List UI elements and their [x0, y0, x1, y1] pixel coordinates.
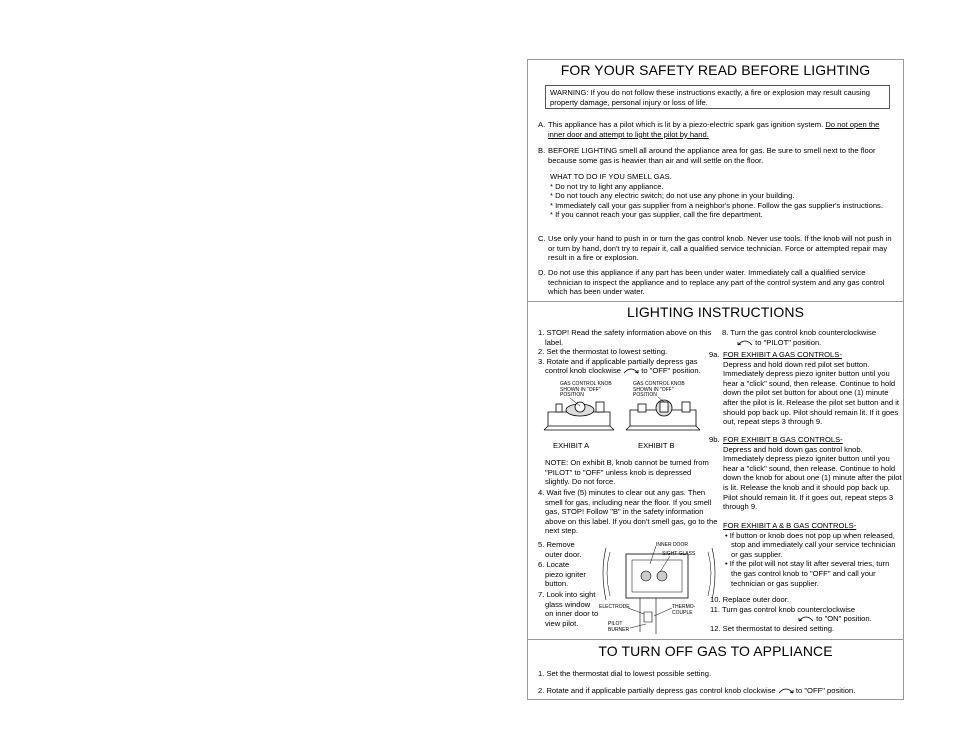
step-9a: 9a. FOR EXHIBIT A GAS CONTROLS- Depress and hold down red pilot set button. Immediately depress piezo igniter button until you hear a "click" sound, then release. Continue to hold down the pilot set button for about one (1) minute after the pilot is lit. Release the pilot set button and it should pop back up. Pilot should remain lit. If it goes out, repeat steps 3 through 9. — [709, 350, 900, 427]
item-b: B. BEFORE LIGHTING smell all around the appliance area for gas. Be sure to smell next to the floor because some gas is heavier than air and will settle on the floor. — [538, 146, 876, 165]
clockwise-arrow-icon — [778, 687, 794, 694]
step-1: 1. STOP! Read the safety information above on this label. — [538, 328, 712, 347]
diag-thermocouple: THERMO-COUPLE — [672, 604, 696, 616]
smell-item: * If you cannot reach your gas supplier, call the fire department. — [550, 210, 763, 220]
exhibit-a-gas-control-icon — [540, 396, 620, 438]
safety-label — [527, 59, 904, 700]
step-10: 10. Replace outer door. — [710, 595, 789, 604]
ab-bullet: • If button or knob does not pop up when released, stop and immediately call your service technician or gas supplier. — [725, 530, 896, 559]
item-c: C. Use only your hand to push in or turn the gas control knob. Never use tools. If the knob will not push in or turn by hand, don't try to repair it, call a qualified service technician. Force or attempted repair may result in a fire or explosion. — [538, 234, 892, 263]
ab-bullet: • If the pilot will not stay lit after several tries, turn the gas control knob to "OFF" and call your technician or gas supplier. — [725, 559, 890, 588]
step-9b: 9b. FOR EXHIBIT B GAS CONTROLS- Depress and hold down gas control knob. Immediately depress piezo igniter button until you hear a "click" sound, then release. Continue to hold down the knob for about one (1) minute after the pilot is lit. Release the knob and it should pop back up. Pilot should remain lit. If it goes out, repeat steps 3 through 9. — [709, 435, 902, 512]
lighting-heading: LIGHTING INSTRUCTIONS — [626, 304, 805, 320]
knob-label-a: GAS CONTROL KNOB SHOWN IN "OFF" POSITION — [560, 381, 612, 398]
steps-1-3 — [538, 328, 718, 376]
smell-item: * Do not try to light any appliance. — [550, 181, 664, 191]
step-11: 11. Turn gas control knob counterclockwise — [710, 604, 856, 614]
diag-electrode: ELECTRODE — [599, 604, 630, 610]
knob-label-b: GAS CONTROL KNOB SHOWN IN "OFF" POSITION — [633, 381, 685, 398]
counterclockwise-arrow-icon — [737, 339, 753, 346]
smell-gas-block — [550, 172, 895, 220]
turnoff-heading: TO TURN OFF GAS TO APPLIANCE — [598, 643, 833, 659]
exhibit-b-gas-control-icon — [624, 396, 704, 438]
diag-pilot-burner: PILOT BURNER — [608, 621, 630, 633]
step-8: 8. Turn the gas control knob counterclockwise to "PILOT" position. — [722, 328, 877, 347]
warning-box: WARNING: If you do not follow these instructions exactly, a fire or explosion may result causing property damage, personal injury or loss of life. — [545, 85, 890, 109]
diag-inner-door: INNER DOOR — [656, 542, 688, 548]
smell-item: * Do not touch any electric switch; do not use any phone in your building. — [550, 191, 795, 201]
exhibit-a-label: EXHIBIT A — [553, 441, 590, 450]
smell-gas-title: WHAT TO DO IF YOU SMELL GAS. — [550, 172, 672, 181]
smell-item: * Immediately call your gas supplier from a neighbor's phone. Follow the gas supplier's instructions. — [550, 200, 883, 210]
step-3: 3. Rotate and if applicable partially depress gas control knob clockwise to "OFF" position. — [538, 356, 701, 376]
item-a-underlined: Do not open the inner door and attempt to light the pilot by hand. — [548, 120, 880, 139]
step-4: 4. Wait five (5) minutes to clear out any gas. Then smell for gas, including near the floor. If you smell gas, STOP! Follow "B" in the safety information above on this label. If you don't smell gas, go to the next step. — [538, 488, 718, 536]
step-5: 5. Remove outer door. — [538, 540, 582, 559]
step-2: 2. Set the thermostat to lowest setting. — [538, 347, 668, 357]
exhibit-ab-block — [723, 521, 901, 588]
turnoff-step-1: 1. Set the thermostat dial to lowest possible setting. — [538, 669, 712, 678]
step-11-cont: to "ON" position. — [710, 614, 900, 624]
diag-sight-glass: SIGHT GLASS — [662, 551, 696, 557]
item-d: D. Do not use this appliance if any part has been under water. Immediately call a qualified service technician to inspect the appliance and to replace any part of the control system and any gas control which has been under water. — [538, 268, 885, 297]
exhibit-b-label: EXHIBIT B — [638, 441, 675, 450]
step-6: 6. Locate piezo igniter button. — [538, 560, 586, 589]
step-12: 12. Set thermostat to desired setting. — [710, 623, 835, 633]
item-a: A. This appliance has a pilot which is lit by a piezo-electric spark gas ignition system. Do not open the inner door and attempt to light the pilot by hand. — [538, 120, 880, 139]
exhibit-ab-title: FOR EXHIBIT A & B GAS CONTROLS- — [723, 521, 857, 530]
counterclockwise-arrow-icon — [798, 615, 814, 622]
turnoff-step-2: 2. Rotate and if applicable partially depress gas control knob clockwise to "OFF" position. — [538, 686, 856, 695]
clockwise-arrow-icon — [623, 367, 639, 374]
safety-heading: FOR YOUR SAFETY READ BEFORE LIGHTING — [560, 62, 871, 78]
steps-10-12 — [710, 595, 900, 633]
step-7: 7. Look into sight glass window on inner door to view pilot. — [538, 590, 599, 628]
exhibit-note: NOTE: On exhibit B, knob cannot be turned from "PILOT" to "OFF" unless knob is depressed slightly. Do not force. — [545, 458, 709, 487]
